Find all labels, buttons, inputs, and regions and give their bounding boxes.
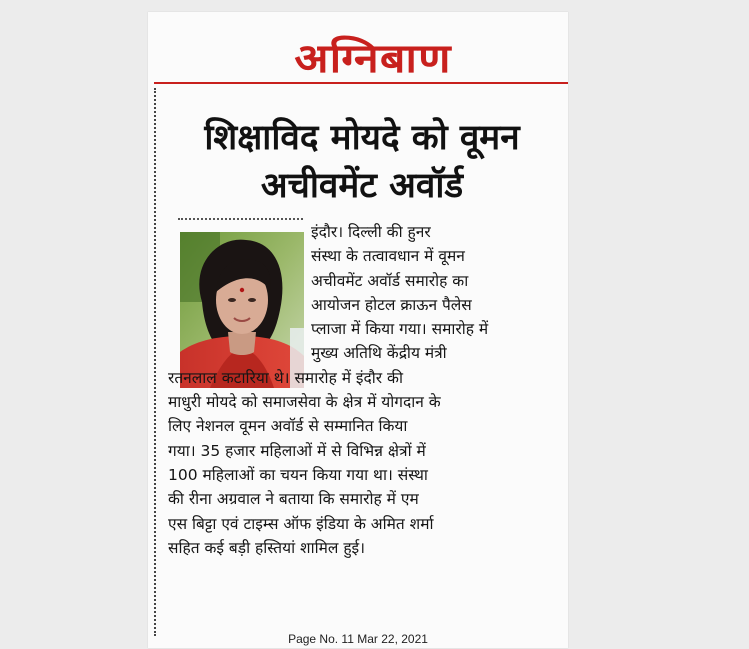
page-footer: Page No. 11 Mar 22, 2021 (288, 632, 428, 646)
column-divider (154, 88, 156, 636)
article-line: आयोजन होटल क्राऊन पैलेस (311, 295, 472, 314)
article-line: इंदौर। दिल्ली की हुनर (311, 223, 431, 241)
article-line: गया। 35 हजार महिलाओं में से विभिन्न क्षेत्रों में (168, 441, 426, 460)
article-line: सहित कई बड़ी हस्तियां शामिल हुई। (168, 538, 366, 557)
article-line: 100 महिलाओं का चयन किया गया था। संस्था (168, 465, 428, 484)
article-line: संस्था के तत्वावधान में वूमन (311, 247, 465, 266)
article-line: माधुरी मोयदे को समाजसेवा के क्षेत्र में योगदान के (168, 393, 441, 412)
headline-line-2: अचीवमेंट अवॉर्ड (260, 166, 464, 206)
article-body (168, 220, 553, 560)
masthead (148, 12, 568, 86)
article-line: मुख्य अतिथि केंद्रीय मंत्री (311, 344, 447, 363)
headline (162, 114, 562, 210)
masthead-title: अग्निबाण (294, 35, 452, 82)
article-line: की रीना अग्रवाल ने बताया कि समारोह में एम (168, 490, 419, 509)
article-line: प्लाजा में किया गया। समारोह में (311, 320, 489, 339)
article-line: एस बिट्टा एवं टाइम्स ऑफ इंडिया के अमित शर्मा (168, 514, 434, 533)
article-line: लिए नेशनल वूमन अवॉर्ड से सम्मानित किया (168, 417, 408, 436)
headline-line-1: शिक्षाविद मोयदे को वूमन (204, 118, 520, 158)
article-line: अचीवमेंट अवॉर्ड समारोह का (311, 271, 469, 290)
newspaper-clipping (148, 12, 568, 648)
article-line: रतनलाल कटारिया थे। समारोह में इंदौर की (168, 368, 403, 387)
masthead-rule (154, 82, 568, 84)
